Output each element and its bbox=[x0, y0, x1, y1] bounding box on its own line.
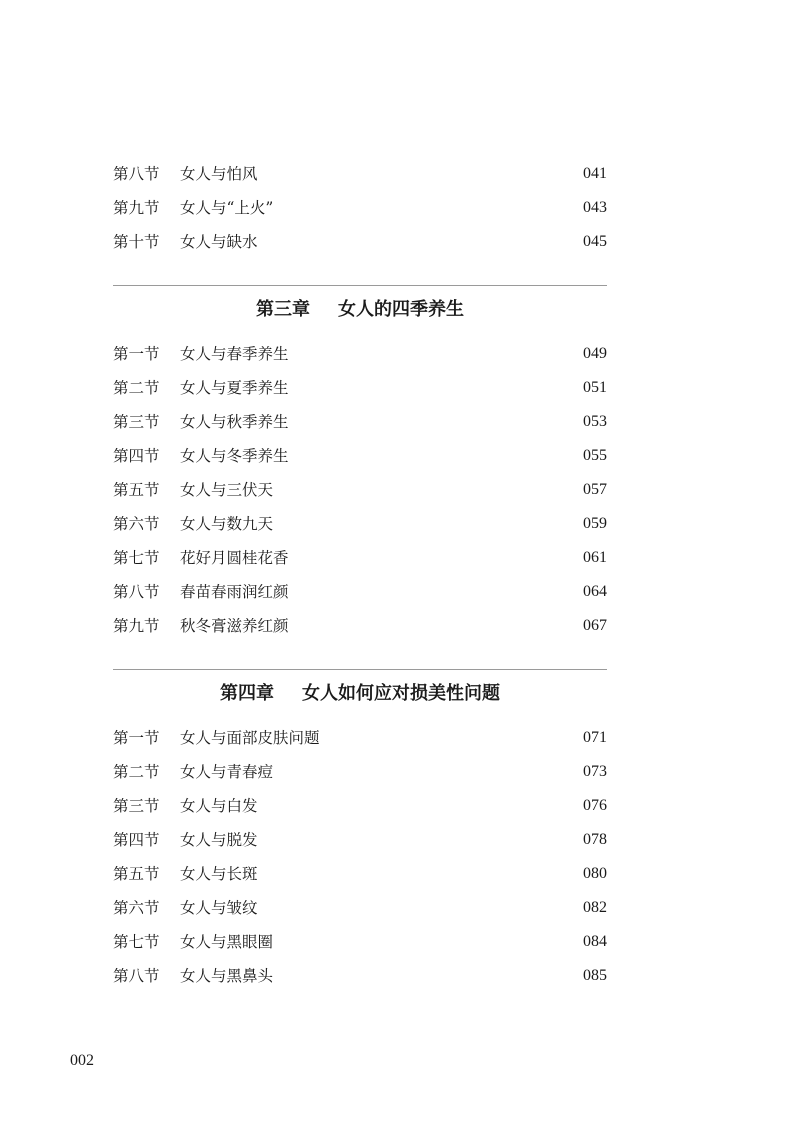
section-page: 078 bbox=[583, 831, 607, 848]
section-page: 057 bbox=[583, 481, 607, 498]
section-number: 第一节 bbox=[113, 729, 160, 747]
section-number: 第一节 bbox=[113, 345, 160, 363]
section-number: 第五节 bbox=[113, 865, 160, 883]
section-number: 第八节 bbox=[113, 165, 160, 183]
section-title: 春苗春雨润红颜 bbox=[180, 583, 289, 601]
section-page: 084 bbox=[583, 933, 607, 950]
section-title: 女人与夏季养生 bbox=[180, 379, 289, 397]
section-number: 第十节 bbox=[113, 233, 160, 251]
chapter-number: 第四章 bbox=[220, 683, 274, 704]
section-number: 第四节 bbox=[113, 831, 160, 849]
toc-entry[interactable] bbox=[113, 931, 607, 953]
section-title: 女人与数九天 bbox=[180, 515, 274, 533]
toc-entry[interactable] bbox=[113, 411, 607, 433]
section-page: 071 bbox=[583, 729, 607, 746]
toc-entry[interactable] bbox=[113, 727, 607, 749]
section-page: 082 bbox=[583, 899, 607, 916]
section-page: 080 bbox=[583, 865, 607, 882]
section-title: 女人与缺水 bbox=[180, 233, 258, 251]
toc-entry[interactable] bbox=[113, 231, 607, 253]
chapter-title: 女人的四季养生 bbox=[338, 299, 464, 320]
section-title: 女人与皱纹 bbox=[180, 899, 258, 917]
toc-entry[interactable] bbox=[113, 863, 607, 885]
section-page: 055 bbox=[583, 447, 607, 464]
section-number: 第八节 bbox=[113, 583, 160, 601]
section-number: 第八节 bbox=[113, 967, 160, 985]
section-page: 073 bbox=[583, 763, 607, 780]
chapter-divider bbox=[113, 669, 607, 670]
toc-entry[interactable] bbox=[113, 197, 607, 219]
chapter-heading-3[interactable] bbox=[113, 298, 607, 322]
toc-entry[interactable] bbox=[113, 479, 607, 501]
section-title: 女人与冬季养生 bbox=[180, 447, 289, 465]
chapter-heading-4[interactable] bbox=[113, 682, 607, 706]
section-page: 076 bbox=[583, 797, 607, 814]
section-number: 第七节 bbox=[113, 549, 160, 567]
section-number: 第二节 bbox=[113, 763, 160, 781]
chapter-number: 第三章 bbox=[256, 299, 310, 320]
toc-entry[interactable] bbox=[113, 897, 607, 919]
section-page: 053 bbox=[583, 413, 607, 430]
toc-entry[interactable] bbox=[113, 965, 607, 987]
section-page: 043 bbox=[583, 199, 607, 216]
section-number: 第六节 bbox=[113, 899, 160, 917]
chapter-title: 女人如何应对损美性问题 bbox=[302, 683, 500, 704]
section-title: 女人与白发 bbox=[180, 797, 258, 815]
toc-entry[interactable] bbox=[113, 445, 607, 467]
section-number: 第三节 bbox=[113, 797, 160, 815]
toc-entry[interactable] bbox=[113, 761, 607, 783]
section-title: 女人与黑鼻头 bbox=[180, 967, 274, 985]
section-page: 041 bbox=[583, 165, 607, 182]
section-number: 第三节 bbox=[113, 413, 160, 431]
section-title: 女人与“上火” bbox=[180, 199, 274, 217]
toc-entry[interactable] bbox=[113, 547, 607, 569]
section-page: 085 bbox=[583, 967, 607, 984]
section-page: 045 bbox=[583, 233, 607, 250]
section-title: 女人与黑眼圈 bbox=[180, 933, 274, 951]
section-page: 064 bbox=[583, 583, 607, 600]
section-page: 067 bbox=[583, 617, 607, 634]
section-title: 女人与长斑 bbox=[180, 865, 258, 883]
section-number: 第七节 bbox=[113, 933, 160, 951]
section-title: 女人与面部皮肤问题 bbox=[180, 729, 320, 747]
page-number: 002 bbox=[70, 1052, 94, 1069]
toc-entry[interactable] bbox=[113, 795, 607, 817]
section-page: 051 bbox=[583, 379, 607, 396]
chapter-divider bbox=[113, 285, 607, 286]
section-number: 第二节 bbox=[113, 379, 160, 397]
section-number: 第九节 bbox=[113, 617, 160, 635]
section-title: 女人与春季养生 bbox=[180, 345, 289, 363]
toc-entry[interactable] bbox=[113, 581, 607, 603]
section-page: 061 bbox=[583, 549, 607, 566]
toc-entry[interactable] bbox=[113, 513, 607, 535]
section-number: 第五节 bbox=[113, 481, 160, 499]
section-page: 049 bbox=[583, 345, 607, 362]
section-number: 第六节 bbox=[113, 515, 160, 533]
toc-entry[interactable] bbox=[113, 829, 607, 851]
section-title: 女人与怕风 bbox=[180, 165, 258, 183]
toc-entry[interactable] bbox=[113, 163, 607, 185]
toc-entry[interactable] bbox=[113, 343, 607, 365]
section-number: 第四节 bbox=[113, 447, 160, 465]
section-title: 女人与秋季养生 bbox=[180, 413, 289, 431]
section-title: 秋冬膏滋养红颜 bbox=[180, 617, 289, 635]
section-title: 女人与青春痘 bbox=[180, 763, 274, 781]
section-title: 女人与三伏天 bbox=[180, 481, 274, 499]
section-page: 059 bbox=[583, 515, 607, 532]
section-title: 女人与脱发 bbox=[180, 831, 258, 849]
toc-entry[interactable] bbox=[113, 377, 607, 399]
section-number: 第九节 bbox=[113, 199, 160, 217]
section-title: 花好月圆桂花香 bbox=[180, 549, 289, 567]
toc-entry[interactable] bbox=[113, 615, 607, 637]
